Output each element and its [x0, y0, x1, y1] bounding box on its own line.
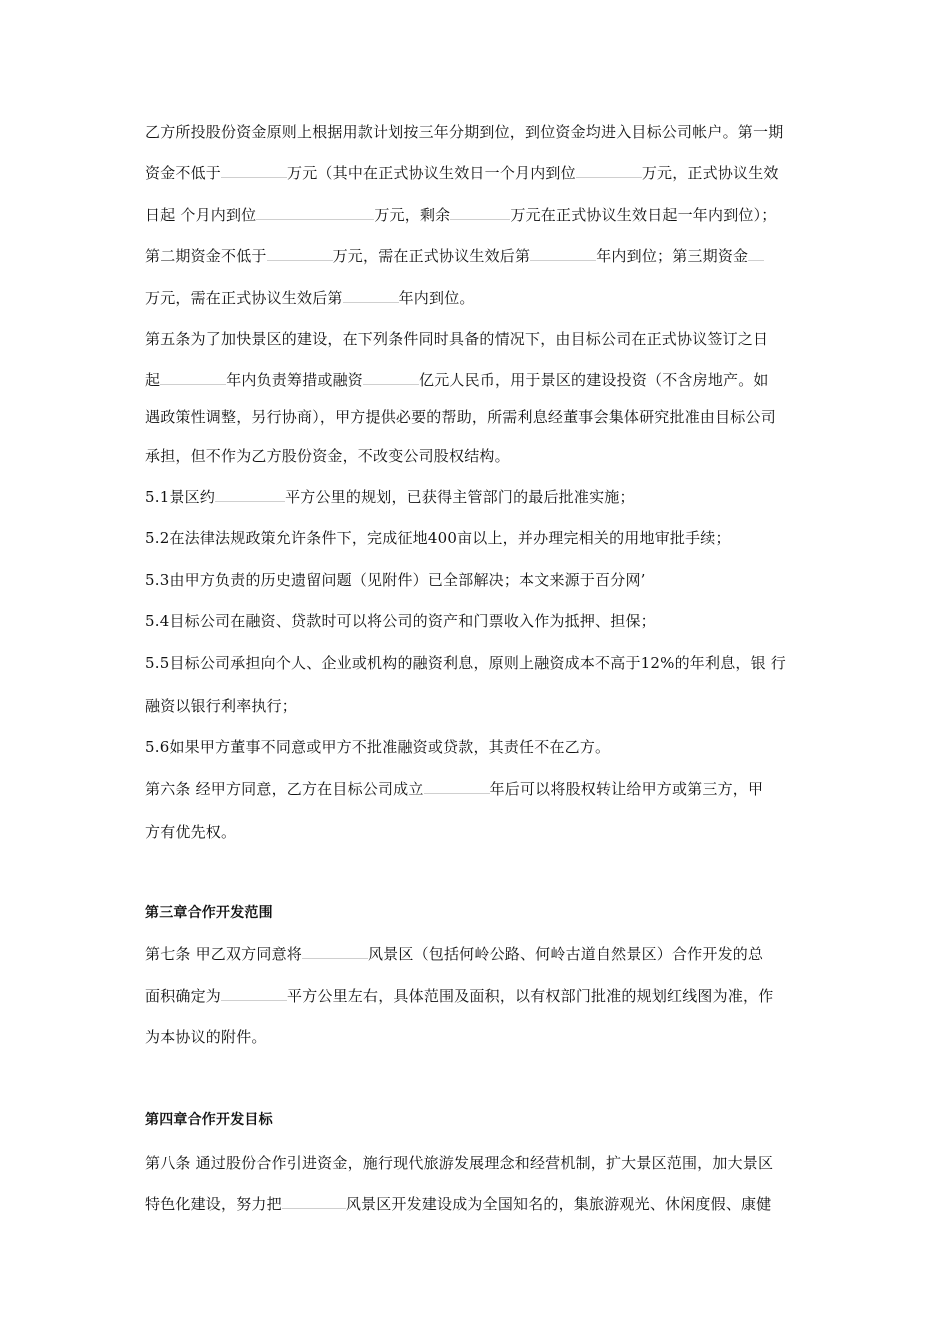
text-line: 承担，但不作为乙方股份资金，不改变公司股权结构。 — [145, 447, 510, 465]
text-line: 万元，需在正式协议生效后第 年内到位。 — [145, 289, 475, 307]
fill-blank — [343, 288, 399, 303]
chapter-heading: 第三章合作开发范围 — [145, 905, 273, 921]
text-line: 为本协议的附件。 — [145, 1028, 267, 1046]
text-line: 融资以银行利率执行； — [145, 697, 298, 715]
text-line: 起 年内负责筹措或融资 亿元人民币，用于景区的建设投资（不含房地产。如 — [145, 371, 769, 389]
text-line: 第五条为了加快景区的建设，在下列条件同时具备的情况下，由目标公司在正式协议签订之日 — [145, 330, 769, 348]
text-line: 方有优先权。 — [145, 823, 237, 841]
text-line: 5.6如果甲方董事不同意或甲方不批准融资或贷款，其责任不在乙方。 — [145, 738, 611, 756]
fill-blank — [256, 205, 374, 220]
fill-blank — [576, 163, 642, 178]
fill-blank — [424, 779, 490, 794]
text-line: 第六条 经甲方同意，乙方在目标公司成立 年后可以将股权转让给甲方或第三方，甲 — [145, 780, 764, 798]
text-line: 5.5目标公司承担向个人、企业或机构的融资利息，原则上融资成本不高于12%的年利息，银 行 — [145, 654, 786, 672]
text-line: 5.4目标公司在融资、贷款时可以将公司的资产和门票收入作为抵押、担保； — [145, 612, 656, 630]
fill-blank — [302, 944, 368, 959]
fill-blank — [282, 1194, 346, 1209]
text-line: 第二期资金不低于 万元，需在正式协议生效后第 年内到位；第三期资金 — [145, 246, 764, 266]
text-line: 5.1景区约 平方公里的规划，已获得主管部门的最后批准实施； — [145, 488, 635, 506]
chapter-heading: 第四章合作开发目标 — [145, 1112, 273, 1128]
text-line: 5.2在法律法规政策允许条件下，完成征地400亩以上，并办理完相关的用地审批手续； — [145, 529, 731, 547]
fill-blank — [215, 487, 285, 502]
text-line: 5.3由甲方负责的历史遗留问题（见附件）已全部解决；本文来源于百分网’ — [145, 571, 646, 589]
text-line: 特色化建设，努力把 风景区开发建设成为全国知名的，集旅游观光、休闲度假、康健 — [145, 1195, 772, 1213]
fill-blank — [748, 246, 764, 261]
fill-blank — [221, 986, 287, 1001]
text-line: 第八条 通过股份合作引进资金，施行现代旅游发展理念和经营机制，扩大景区范围，加大景区 — [145, 1154, 774, 1172]
fill-blank — [160, 370, 226, 385]
fill-blank — [363, 370, 419, 385]
text-line: 第七条 甲乙双方同意将 风景区（包括何岭公路、何岭古道自然景区）合作开发的总 — [145, 945, 764, 963]
text-line: 乙方所投股份资金原则上根据用款计划按三年分期到位，到位资金均进入目标公司帐户。第一期 — [145, 123, 784, 141]
fill-blank — [530, 246, 596, 261]
text-line: 资金不低于 万元（其中在正式协议生效日一个月内到位 万元，正式协议生效 — [145, 164, 779, 182]
fill-blank — [450, 205, 510, 220]
fill-blank — [221, 163, 287, 178]
text-line: 日起 个月内到位 万元，剩余 万元在正式协议生效日起一年内到位）； — [145, 206, 777, 224]
text-line: 遇政策性调整，另行协商），甲方提供必要的帮助，所需利息经董事会集体研究批准由目标公司 — [145, 408, 776, 426]
text-line: 面积确定为 平方公里左右，具体范围及面积，以有权部门批准的规划红线图为准，作 — [145, 987, 774, 1005]
fill-blank — [267, 246, 333, 261]
